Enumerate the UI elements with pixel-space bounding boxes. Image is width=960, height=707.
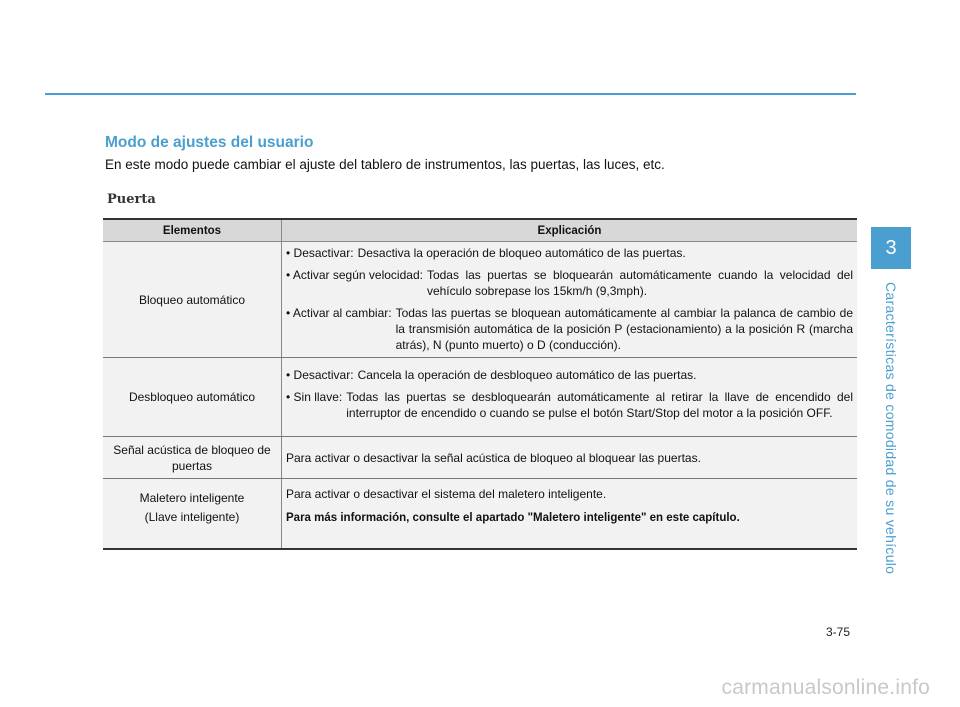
watermark: carmanualsonline.info [721, 676, 930, 699]
explanation-cell: Para activar o desactivar la señal acústica de bloqueo al bloquear las puertas. [282, 437, 858, 479]
top-rule [45, 93, 856, 95]
chapter-title: Características de comodidad de su vehículo [883, 282, 899, 575]
column-header-elements: Elementos [103, 219, 282, 242]
subheading: Puerta [107, 192, 156, 207]
explanation-cell [282, 358, 858, 437]
page-number: 3-75 [826, 625, 851, 639]
element-name: Maletero inteligente [139, 491, 245, 505]
explanation-cell [282, 242, 858, 358]
table-row [103, 358, 857, 437]
element-cell: Desbloqueo automático [103, 358, 282, 437]
element-cell: Bloqueo automático [103, 242, 282, 358]
table-header-row [103, 219, 857, 242]
table-row [103, 479, 857, 550]
section-title: Modo de ajustes del usuario [105, 134, 314, 151]
list-item: • Desactivar: Desactiva la operación de bloqueo automático de las puertas. [286, 246, 686, 260]
section-intro: En este modo puede cambiar el ajuste del tablero de instrumentos, las puertas, las luces, etc. [105, 157, 665, 172]
explanation-text: Para activar o desactivar el sistema del maletero inteligente. [286, 487, 607, 501]
list-item: • Sin llave: Todas las puertas se desbloquearán automáticamente al retirar la llave de encendido del interruptor de encendido o cuando se pulse el botón Start/Stop del motor a la posición OFF. [286, 390, 853, 420]
reference-note: Para más información, consulte el apartado "Maletero inteligente" en este capítulo. [286, 512, 740, 524]
list-item: • Activar al cambiar: Todas las puertas se bloquean automáticamente al cambiar la palanca de cambio de la transmisión automática de la posición P (estacionamiento) a la posición R (marcha atrás), N (punto muerto) o D (conducción). [286, 306, 853, 352]
table-row [103, 437, 857, 479]
element-subname: (Llave inteligente) [144, 510, 240, 524]
list-item: • Activar según velocidad: Todas las puertas se bloquearán automáticamente cuando la velocidad del vehículo sobrepase los 15km/h (9,3mph). [286, 268, 853, 298]
column-header-explanation: Explicación [282, 219, 858, 242]
table-row [103, 242, 857, 358]
element-cell: Señal acústica de bloqueo de puertas [103, 437, 282, 479]
settings-table [103, 218, 857, 550]
chapter-title-wrap [872, 282, 910, 582]
chapter-tab: 3 [871, 227, 911, 269]
explanation-cell [282, 479, 858, 550]
element-cell [103, 479, 282, 550]
list-item: • Desactivar: Cancela la operación de desbloqueo automático de las puertas. [286, 368, 697, 382]
